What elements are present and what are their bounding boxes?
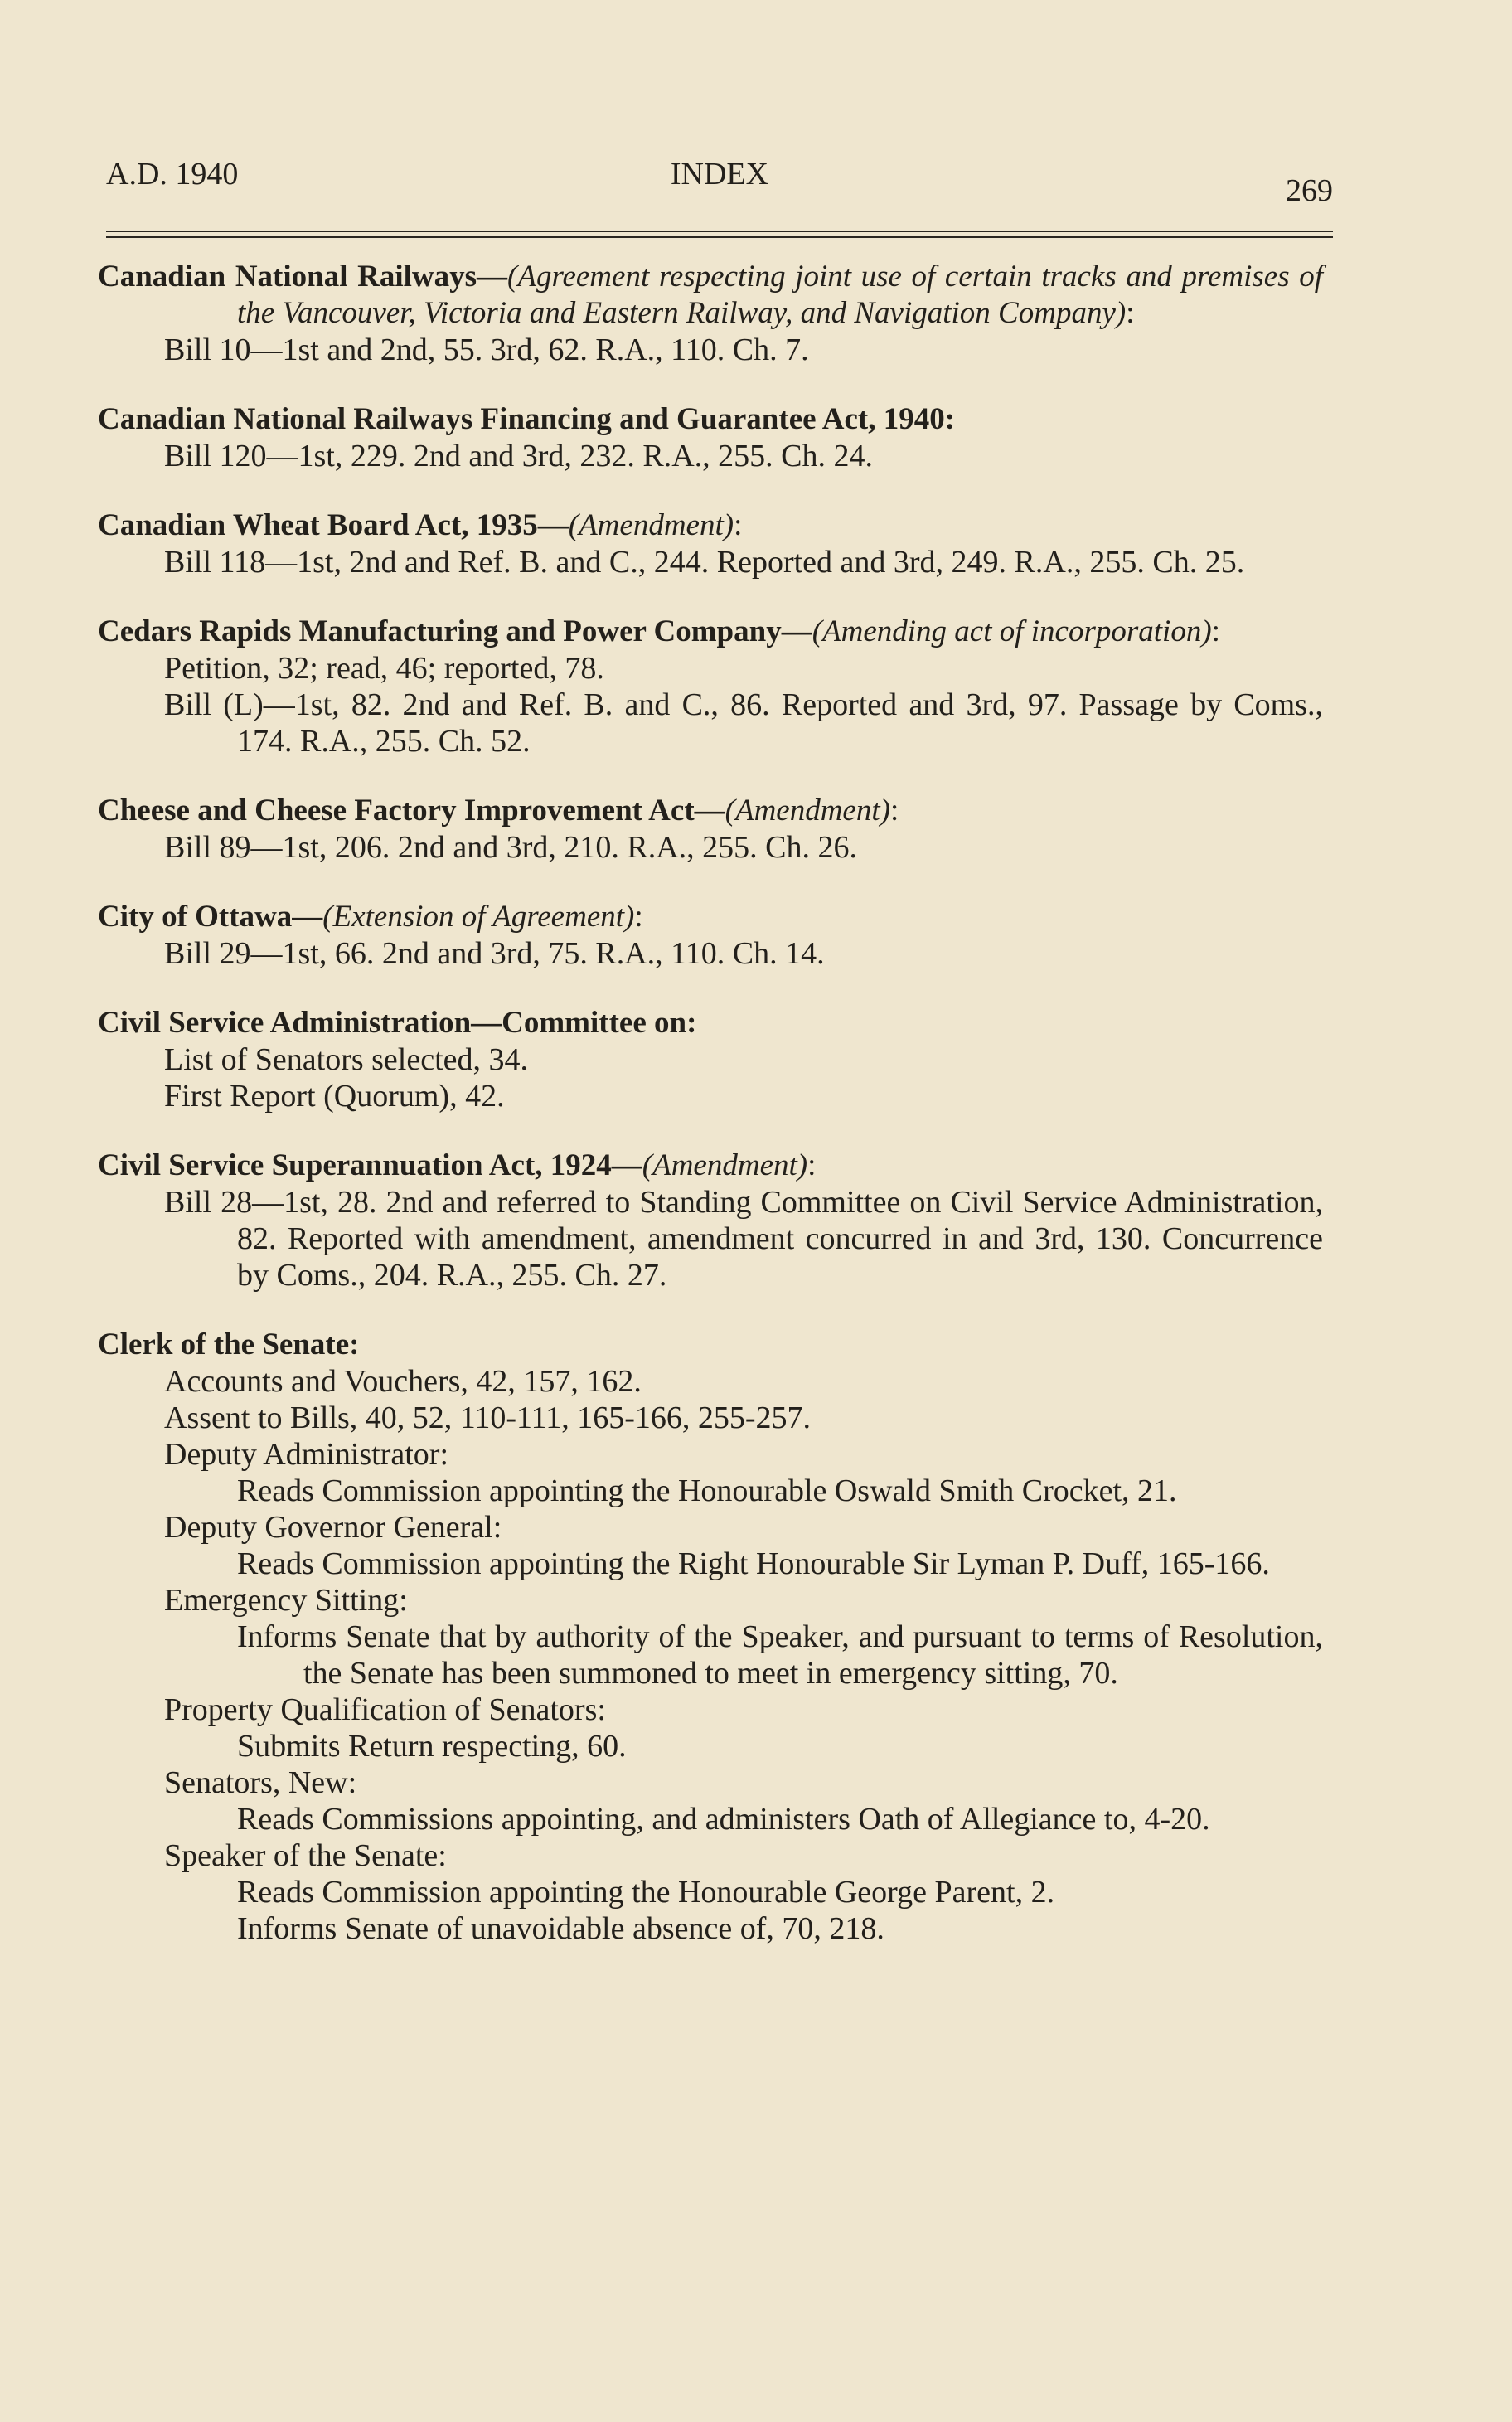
header-year: A.D. 1940 [106,157,239,192]
entry-line: Deputy Administrator: [164,1437,449,1472]
entry-colon: : [734,508,743,542]
entry-line: Bill 120—1st, 229. 2nd and 3rd, 232. R.A., 255. Ch. 24. [164,439,874,473]
entry-line: Petition, 32; read, 46; reported, 78. [164,651,604,686]
entry-line: Property Qualification of Senators: [164,1692,606,1727]
entry-heading [98,401,1323,438]
entry-subtitle: (Amendment) [642,1148,808,1182]
entry-title: Cheese and Cheese Factory Improvement Act— [98,794,725,828]
entry-subtitle: (Amendment) [724,794,890,828]
page-header [106,156,1333,206]
entry-title: Canadian National Railways— [98,260,508,294]
entry-line: Emergency Sitting: [164,1583,408,1618]
entry-subtitle: (Amendment) [568,508,734,542]
entry-heading [98,1005,1323,1041]
entry-colon: : [807,1148,817,1182]
header-double-rule [106,231,1333,242]
entry-heading [98,793,1323,829]
entry-line: Speaker of the Senate: [164,1838,447,1873]
page-number: 269 [1286,173,1333,208]
entry-subline: Reads Commission appointing the Honourable George Parent, 2. [237,1875,1055,1910]
entry-heading [98,259,1323,332]
entry-heading [98,899,1323,935]
index-entry [98,793,1323,866]
entry-title: Clerk of the Senate: [98,1327,360,1361]
entry-subline: Reads Commissions appointing, and administers Oath of Allegiance to, 4-20. [237,1802,1210,1837]
entry-title: City of Ottawa— [98,900,323,934]
entry-colon: : [1211,614,1220,648]
entry-line: Bill 28—1st, 28. 2nd and referred to Standing Committee on Civil Service Administration, 82. Reported with amendment, amendment concurred in and 3rd, 130. Concurrence by Coms., 204. R.A., 255. Ch. 27. [164,1185,1323,1293]
entry-subline: Reads Commission appointing the Honourable Oswald Smith Crocket, 21. [237,1473,1177,1508]
index-entry [98,899,1323,972]
entry-title: Cedars Rapids Manufacturing and Power Company— [98,614,812,648]
entry-line: First Report (Quorum), 42. [164,1079,505,1114]
entry-line: Senators, New: [164,1765,357,1800]
entry-line: Bill 118—1st, 2nd and Ref. B. and C., 244. Reported and 3rd, 249. R.A., 255. Ch. 25. [164,545,1245,580]
index-entry [98,1148,1323,1294]
entry-line: Bill 89—1st, 206. 2nd and 3rd, 210. R.A., 255. Ch. 26. [164,830,858,865]
entry-title: Civil Service Administration—Committee on: [98,1006,697,1040]
entry-subtitle: (Amending act of incorporation) [812,614,1212,648]
entry-subline: Informs Senate that by authority of the Speaker, and pursuant to terms of Resolution, the Senate has been summoned to meet in emergency sitting, 70. [237,1619,1323,1691]
index-entry [98,1327,1323,1947]
index-entry [98,401,1323,474]
entry-line: Assent to Bills, 40, 52, 110-111, 165-166, 255-257. [164,1400,812,1435]
entry-colon: : [634,900,643,934]
entry-subline: Informs Senate of unavoidable absence of, 70, 218. [237,1911,884,1946]
entry-line: Bill (L)—1st, 82. 2nd and Ref. B. and C., 86. Reported and 3rd, 97. Passage by Coms., 174. R.A., 255. Ch. 52. [164,687,1323,759]
index-entries [98,259,1323,1980]
index-entry [98,507,1323,580]
entry-subline: Submits Return respecting, 60. [237,1729,627,1764]
entry-line: List of Senators selected, 34. [164,1042,529,1077]
entry-heading [98,507,1323,544]
entry-line: Bill 10—1st and 2nd, 55. 3rd, 62. R.A., 110. Ch. 7. [164,332,809,367]
entry-line: Deputy Governor General: [164,1510,502,1545]
index-entry [98,1005,1323,1114]
index-entry [98,259,1323,368]
entry-line: Accounts and Vouchers, 42, 157, 162. [164,1364,642,1399]
entry-subline: Reads Commission appointing the Right Honourable Sir Lyman P. Duff, 165-166. [237,1546,1270,1581]
entry-subtitle: (Extension of Agreement) [322,900,635,934]
index-entry [98,614,1323,760]
entry-colon: : [889,794,899,828]
entry-heading [98,1327,1323,1363]
entry-line: Bill 29—1st, 66. 2nd and 3rd, 75. R.A., 110. Ch. 14. [164,936,825,971]
entry-title: Canadian Wheat Board Act, 1935— [98,508,569,542]
entry-colon: : [1126,296,1135,330]
header-title: INDEX [670,157,769,192]
entry-title: Civil Service Superannuation Act, 1924— [98,1148,642,1182]
entry-heading [98,614,1323,650]
entry-title: Canadian National Railways Financing and Guarantee Act, 1940: [98,402,956,436]
entry-subtitle: (Agreement respecting joint use of certain tracks and premises of the Vancouver, Victoria and Eastern Railway, and Navigation Company) [237,260,1323,330]
entry-heading [98,1148,1323,1184]
